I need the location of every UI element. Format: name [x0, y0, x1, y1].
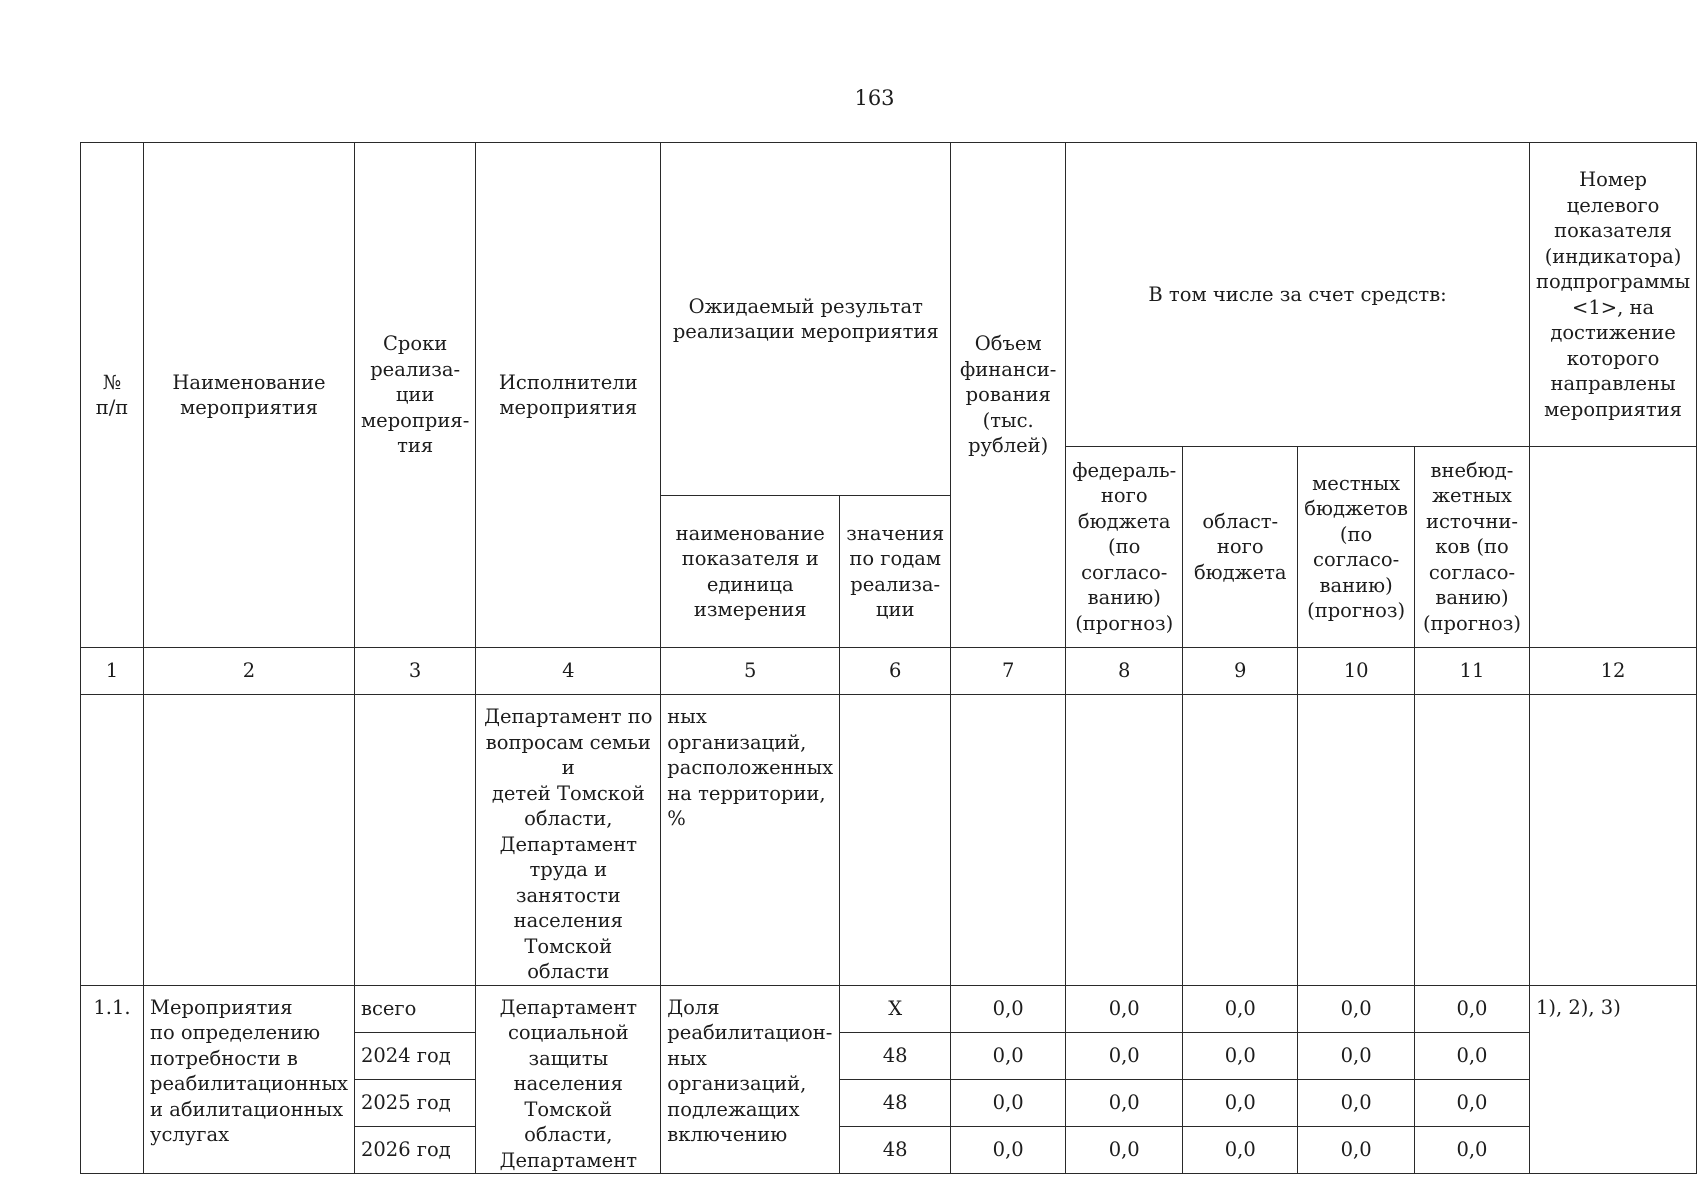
column-number: 8 [1066, 648, 1183, 695]
total-cell: 0,0 [951, 985, 1066, 1032]
column-number: 11 [1414, 648, 1529, 695]
column-number: 6 [840, 648, 951, 695]
continuation-indicator: ных организаций, расположенных на территории, % [661, 695, 840, 986]
federal-cell: 0,0 [1066, 1032, 1183, 1079]
column-number: 4 [476, 648, 661, 695]
federal-cell: 0,0 [1066, 985, 1183, 1032]
item-num: 1.1. [81, 985, 144, 1174]
period-cell: 2024 год [354, 1032, 475, 1079]
extra-cell: 0,0 [1414, 1126, 1529, 1173]
column-number: 1 [81, 648, 144, 695]
header-funding: Объем финанси- рования (тыс. рублей) [951, 143, 1066, 648]
header-local: местных бюджетов (по согласо- ванию) (прогноз) [1298, 447, 1415, 648]
column-number: 7 [951, 648, 1066, 695]
federal-cell: 0,0 [1066, 1079, 1183, 1126]
period-cell: 2025 год [354, 1079, 475, 1126]
column-number: 2 [144, 648, 355, 695]
header-target: Номер целевого показателя (индикатора) подпрограммы <1>, на достижение которого направлены мероприятия [1529, 143, 1696, 447]
continuation-row [81, 695, 1697, 986]
activities-table [80, 142, 1697, 1174]
column-numbers-row [81, 648, 1697, 695]
regional-cell: 0,0 [1183, 1126, 1298, 1173]
header-num: № п/п [81, 143, 144, 648]
item-target: 1), 2), 3) [1529, 985, 1696, 1174]
header-executors: Исполнители мероприятия [476, 143, 661, 648]
regional-cell: 0,0 [1183, 1079, 1298, 1126]
item-executors: Департамент социальной защиты населения Томской области, Департамент [476, 985, 661, 1174]
header-expected-result: Ожидаемый результат реализации мероприятия [661, 143, 951, 496]
header-target-empty [1529, 447, 1696, 648]
federal-cell: 0,0 [1066, 1126, 1183, 1173]
header-federal: федераль- ного бюджета (по согласо- ванию) (прогноз) [1066, 447, 1183, 648]
value-cell: X [840, 985, 951, 1032]
header-including: В том числе за счет средств: [1066, 143, 1530, 447]
local-cell: 0,0 [1298, 1032, 1415, 1079]
local-cell: 0,0 [1298, 985, 1415, 1032]
table-row [81, 985, 1697, 1032]
extra-cell: 0,0 [1414, 985, 1529, 1032]
value-cell: 48 [840, 1079, 951, 1126]
header-regional: област- ного бюджета [1183, 447, 1298, 648]
regional-cell: 0,0 [1183, 985, 1298, 1032]
local-cell: 0,0 [1298, 1126, 1415, 1173]
item-name: Мероприятия по определению потребности в реабилитационных и абилитационных услугах [144, 985, 355, 1174]
extra-cell: 0,0 [1414, 1032, 1529, 1079]
header-indicator-values: значения по годам реализа- ции [840, 496, 951, 648]
total-cell: 0,0 [951, 1032, 1066, 1079]
period-cell: 2026 год [354, 1126, 475, 1173]
header-extrabudget: внебюд- жетных источни- ков (по согласо- ванию) (прогноз) [1414, 447, 1529, 648]
header-name: Наименование мероприятия [144, 143, 355, 648]
total-cell: 0,0 [951, 1126, 1066, 1173]
column-number: 3 [354, 648, 475, 695]
regional-cell: 0,0 [1183, 1032, 1298, 1079]
local-cell: 0,0 [1298, 1079, 1415, 1126]
total-cell: 0,0 [951, 1079, 1066, 1126]
value-cell: 48 [840, 1032, 951, 1079]
continuation-executors: Департамент по вопросам семьи и детей Томской области, Департамент труда и занятости населения Томской области [476, 695, 661, 986]
column-number: 12 [1529, 648, 1696, 695]
column-number: 9 [1183, 648, 1298, 695]
header-period: Сроки реализа- ции мероприя- тия [354, 143, 475, 648]
item-indicator: Доля реабилитацион- ных организаций, подлежащих включению [661, 985, 840, 1174]
header-indicator-name: наименование показателя и единица измерения [661, 496, 840, 648]
page-number: 163 [854, 86, 895, 110]
value-cell: 48 [840, 1126, 951, 1173]
extra-cell: 0,0 [1414, 1079, 1529, 1126]
period-cell: всего [354, 985, 475, 1032]
column-number: 5 [661, 648, 840, 695]
column-number: 10 [1298, 648, 1415, 695]
